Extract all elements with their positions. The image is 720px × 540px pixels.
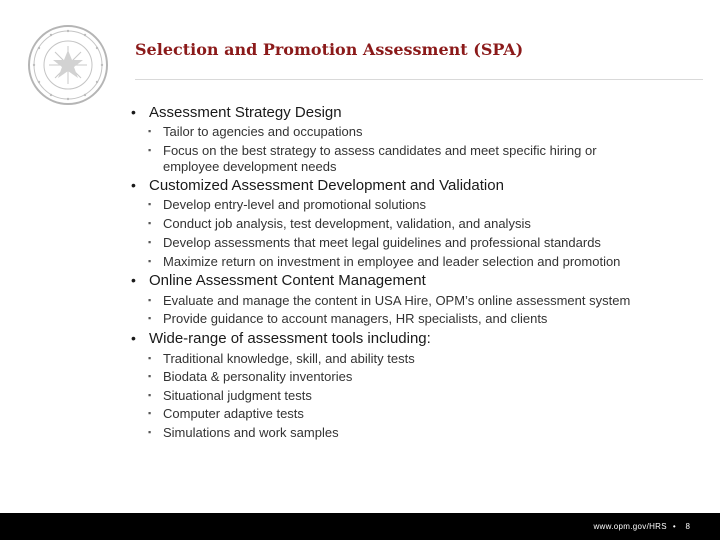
list-item: ▪ Simulations and work samples [148, 425, 339, 440]
footer-link[interactable]: www.opm.gov/HRS [593, 522, 667, 531]
bullet-icon: • [131, 330, 136, 346]
list-item: ▪ Provide guidance to account managers, HR specialists, and clients [148, 311, 548, 326]
list-item: ▪ Focus on the best strategy to assess candidates and meet specific hiring or employee development needs [148, 143, 597, 174]
bullet-icon: ▪ [148, 237, 152, 247]
bullet-icon: ▪ [148, 145, 152, 155]
list-item: ▪ Conduct job analysis, test development, validation, and analysis [148, 216, 531, 231]
section-heading: • Wide-range of assessment tools including: [131, 330, 431, 347]
page-number: 8 [685, 522, 690, 531]
bullet-icon: ▪ [148, 390, 152, 400]
section-heading: • Online Assessment Content Management [131, 272, 426, 289]
list-item: ▪ Develop assessments that meet legal guidelines and professional standards [148, 235, 601, 250]
footer-separator: • [672, 522, 676, 531]
list-item: ▪ Computer adaptive tests [148, 406, 304, 421]
bullet-icon: ▪ [148, 126, 152, 136]
bullet-icon: ▪ [148, 295, 152, 305]
title-divider [135, 79, 703, 80]
bullet-icon: ▪ [148, 427, 152, 437]
footer-bar [0, 513, 720, 540]
bullet-icon: • [131, 104, 136, 120]
opm-seal-icon [27, 24, 109, 106]
bullet-icon: ▪ [148, 199, 152, 209]
list-item: ▪ Maximize return on investment in employee and leader selection and promotion [148, 254, 621, 269]
list-item: ▪ Situational judgment tests [148, 388, 312, 403]
bullet-icon: ▪ [148, 313, 152, 323]
section-heading: • Customized Assessment Development and Validation [131, 177, 504, 194]
bullet-icon: ▪ [148, 408, 152, 418]
page-title: Selection and Promotion Assessment (SPA) [135, 40, 524, 59]
list-item: ▪ Tailor to agencies and occupations [148, 124, 363, 139]
section-heading: • Assessment Strategy Design [131, 104, 342, 121]
list-item: ▪ Evaluate and manage the content in USA Hire, OPM’s online assessment system [148, 293, 631, 308]
bullet-icon: ▪ [148, 256, 152, 266]
footer-url [593, 522, 682, 531]
bullet-icon: ▪ [148, 218, 152, 228]
list-item: ▪ Biodata & personality inventories [148, 369, 353, 384]
bullet-icon: • [131, 272, 136, 288]
list-item: ▪ Traditional knowledge, skill, and ability tests [148, 351, 415, 366]
bullet-icon: ▪ [148, 353, 152, 363]
bullet-icon: ▪ [148, 371, 152, 381]
bullet-icon: • [131, 177, 136, 193]
list-item: ▪ Develop entry-level and promotional solutions [148, 197, 427, 212]
